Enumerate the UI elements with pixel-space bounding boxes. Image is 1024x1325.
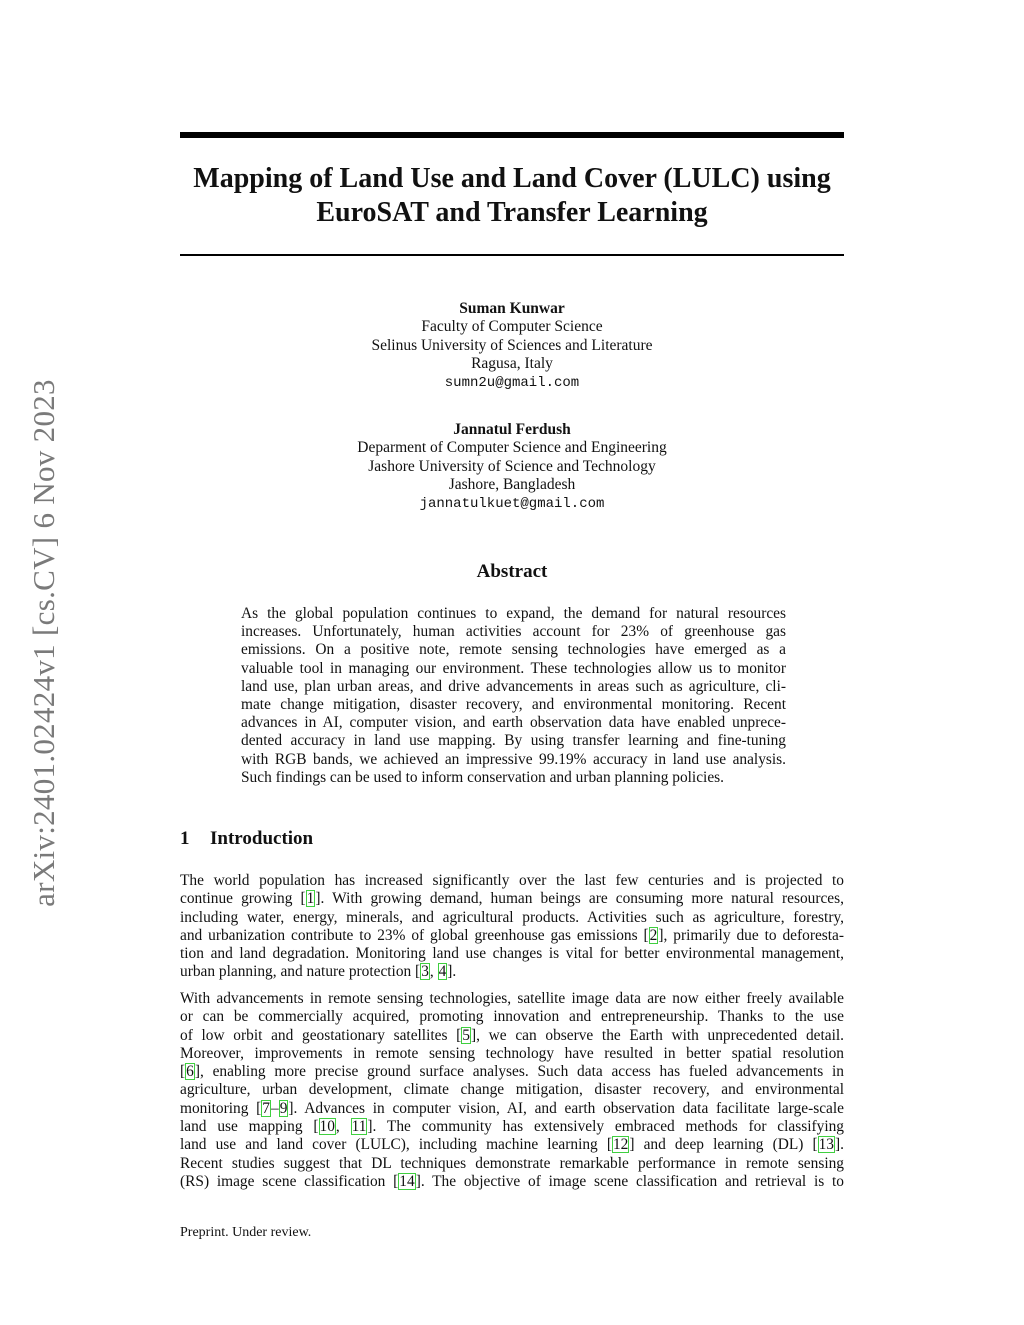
citation-link[interactable]: 9 bbox=[279, 1099, 288, 1117]
citation-link[interactable]: 3 bbox=[421, 963, 429, 981]
text-run: and urbanization contribute to 23% of global greenhouse gas emissions [ bbox=[180, 926, 649, 944]
abstract-line: with RGB bands, we achieved an impressive 99.19% accuracy in land use analysis. bbox=[241, 750, 786, 768]
title-top-rule bbox=[180, 132, 844, 138]
paragraph-line: agriculture, urban development, climate change mitigation, disaster recovery, and environmental bbox=[180, 1081, 844, 1099]
citation-link[interactable]: 13 bbox=[818, 1136, 834, 1154]
author-institution: Selinus University of Sciences and Literature bbox=[371, 336, 653, 354]
abstract-body bbox=[241, 605, 786, 787]
paper-title bbox=[160, 162, 864, 230]
text-run: monitoring [ bbox=[180, 1099, 262, 1117]
text-run: land use mapping [ bbox=[180, 1118, 319, 1136]
title-bottom-rule bbox=[180, 254, 844, 256]
abstract-line: advances in AI, computer vision, and earth observation data have enabled unprece- bbox=[241, 714, 786, 732]
paragraph-line bbox=[180, 927, 844, 945]
author-email[interactable]: sumn2u@gmail.com bbox=[444, 374, 580, 391]
citation-link[interactable]: 1 bbox=[306, 890, 315, 908]
author-name: Suman Kunwar bbox=[459, 300, 565, 317]
paragraph-line: including water, energy, minerals, and agricultural products. Activities such as agriculture, forestry, bbox=[180, 908, 844, 926]
abstract-line: increases. Unfortunately, human activities account for 23% of greenhouse gas bbox=[241, 623, 786, 641]
author-name: Jannatul Ferdush bbox=[453, 421, 571, 438]
paragraph-line bbox=[180, 890, 844, 908]
citation-link[interactable]: 11 bbox=[351, 1118, 367, 1136]
paragraph-line bbox=[180, 1063, 844, 1081]
arxiv-side-stamp bbox=[19, 355, 69, 930]
text-run: ]. bbox=[835, 1136, 844, 1154]
abstract-line: Such findings can be used to inform conservation and urban planning policies. bbox=[241, 768, 724, 786]
text-run: , bbox=[335, 1118, 351, 1136]
paragraph-line bbox=[180, 1027, 844, 1045]
paragraph-line: The world population has increased significantly over the last few centuries and is projected to bbox=[180, 872, 844, 889]
abstract-line: dented accuracy in land use mapping. By using transfer learning and fine-tuning bbox=[241, 732, 786, 750]
text-run: ]. Advances in computer vision, AI, and earth observation data facilitate large-scale bbox=[288, 1099, 844, 1117]
citation-link[interactable]: 6 bbox=[186, 1063, 194, 1081]
paragraph-line bbox=[180, 1173, 844, 1191]
preprint-footer: Preprint. Under review. bbox=[180, 1225, 312, 1240]
citation-link[interactable]: 7 bbox=[262, 1099, 270, 1117]
text-run: ]. The community has extensively embraced methods for classifying bbox=[367, 1118, 844, 1136]
section-heading-introduction bbox=[180, 828, 313, 850]
author-email[interactable]: jannatulkuet@gmail.com bbox=[419, 495, 605, 512]
text-run: ]. With growing demand, human beings are consuming more natural resources, bbox=[315, 890, 844, 908]
text-run: [ bbox=[180, 1063, 186, 1081]
citation-link[interactable]: 4 bbox=[438, 963, 447, 981]
text-run: continue growing [ bbox=[180, 890, 306, 908]
text-run: ], we can observe the Earth with unprecedented detail. bbox=[471, 1026, 844, 1044]
paragraph-line: With advancements in remote sensing technologies, satellite image data are now either freely available bbox=[180, 990, 844, 1007]
paragraph-line bbox=[180, 1100, 844, 1118]
citation-link[interactable]: 10 bbox=[319, 1118, 335, 1136]
author-department: Faculty of Computer Science bbox=[421, 318, 603, 336]
section-title: Introduction bbox=[210, 828, 314, 849]
paragraph-line: tion and land degradation. Monitoring land use changes is vital for better environmental management, bbox=[180, 945, 844, 963]
text-run: of low orbit and geostationary satellites [ bbox=[180, 1026, 462, 1044]
text-run: ], enabling more precise ground surface analyses. Such data access has fueled advancements in bbox=[194, 1063, 844, 1081]
abstract-line: valuable tool in managing our environment. These technologies allow us to monitor bbox=[241, 659, 786, 677]
paragraph-line bbox=[180, 963, 844, 981]
section-number: 1 bbox=[180, 828, 190, 849]
text-run: land use and land cover (LULC), including machine learning [ bbox=[180, 1136, 612, 1154]
arxiv-identifier: arXiv:2401.02424v1 [cs.CV] 6 Nov 2023 bbox=[26, 378, 61, 907]
paragraph-line: or can be commercially acquired, promoting innovation and entrepreneurship. Thanks to the use bbox=[180, 1008, 844, 1026]
author-institution: Jashore University of Science and Technology bbox=[368, 457, 656, 475]
citation-link[interactable]: 2 bbox=[649, 926, 658, 944]
citation-link[interactable]: 5 bbox=[462, 1026, 470, 1044]
title-line: Mapping of Land Use and Land Cover (LULC) using bbox=[193, 163, 831, 194]
text-run: urban planning, and nature protection [ bbox=[180, 963, 421, 981]
paragraph-line: Recent studies suggest that DL techniques demonstrate remarkable performance in remote sensing bbox=[180, 1154, 844, 1172]
citation-link[interactable]: 12 bbox=[612, 1136, 629, 1154]
author-block-2 bbox=[200, 421, 824, 513]
intro-paragraph-1 bbox=[180, 872, 844, 982]
author-location: Ragusa, Italy bbox=[471, 355, 553, 373]
title-line: EuroSAT and Transfer Learning bbox=[316, 197, 708, 228]
text-run: ]. bbox=[447, 963, 457, 981]
intro-paragraph-2 bbox=[180, 990, 844, 1191]
paragraph-line: Moreover, improvements in remote sensing technology have resulted in better spatial resolution bbox=[180, 1044, 844, 1062]
text-run: (RS) image scene classification [ bbox=[180, 1172, 399, 1190]
text-run: ]. The objective of image scene classification and retrieval is to bbox=[415, 1172, 844, 1190]
abstract-heading: Abstract bbox=[476, 561, 548, 582]
text-run: , bbox=[429, 963, 438, 981]
text-run: – bbox=[271, 1099, 279, 1117]
citation-link[interactable]: 14 bbox=[399, 1172, 415, 1190]
abstract-line: mate change mitigation, disaster recovery, and environmental monitoring. Recent bbox=[241, 696, 786, 714]
author-department: Deparment of Computer Science and Engineering bbox=[357, 439, 667, 457]
paragraph-line bbox=[180, 1118, 844, 1136]
abstract-line: land use, plan urban areas, and drive advancements in areas such as agriculture, cli- bbox=[241, 677, 786, 695]
author-location: Jashore, Bangladesh bbox=[448, 476, 576, 494]
text-run: ], primarily due to deforesta- bbox=[658, 926, 844, 944]
abstract-line: As the global population continues to expand, the demand for natural resources bbox=[241, 605, 786, 622]
text-run: ] and deep learning (DL) [ bbox=[629, 1136, 818, 1154]
abstract-line: emissions. On a positive note, remote sensing technologies have emerged as a bbox=[241, 641, 786, 659]
author-block-1 bbox=[200, 300, 824, 392]
paragraph-line bbox=[180, 1136, 844, 1154]
